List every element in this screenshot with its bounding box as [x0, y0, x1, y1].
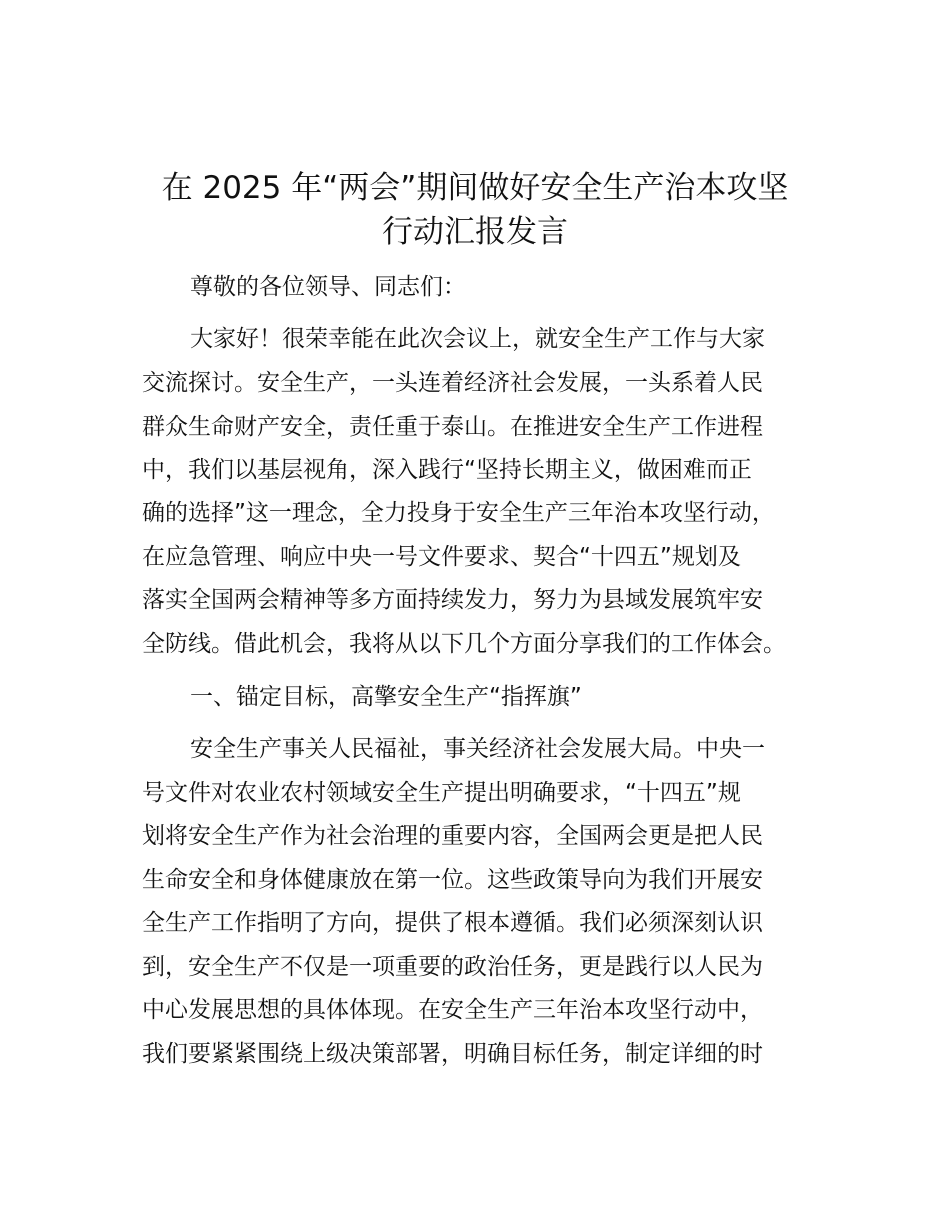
section-1-heading: 一、锚定目标，高擎安全生产“指挥旗”: [190, 684, 582, 710]
paragraph-1-line: 在应急管理、响应中央一号文件要求、契合“十四五”规划及: [142, 544, 741, 570]
paragraph-1-line: 全防线。借此机会，我将从以下几个方面分享我们的工作体会。: [142, 631, 786, 657]
paragraph-2-line: 到，安全生产不仅是一项重要的政治任务，更是践行以人民为: [142, 954, 763, 980]
document-title-line-1: 在 2025 年“两会”期间做好安全生产治本攻坚: [161, 170, 789, 206]
salutation: 尊敬的各位领导、同志们：: [190, 274, 466, 300]
paragraph-2-line: 生命安全和身体健康放在第一位。这些政策导向为我们开展安: [142, 867, 763, 893]
paragraph-2-line: 划将安全生产作为社会治理的重要内容，全国两会更是把人民: [142, 823, 763, 849]
paragraph-1-line: 中，我们以基层视角，深入践行“坚持长期主义，做困难而正: [142, 457, 752, 483]
paragraph-2-line: 中心发展思想的具体体现。在安全生产三年治本攻坚行动中，: [142, 997, 763, 1023]
paragraph-2-line: 安全生产事关人民福祉，事关经济社会发展大局。中央一: [190, 736, 765, 762]
paragraph-2-line: 全生产工作指明了方向，提供了根本遵循。我们必须深刻认识: [142, 910, 763, 936]
document-title-line-2: 行动汇报发言: [382, 214, 568, 250]
paragraph-2-line: 号文件对农业农村领域安全生产提出明确要求，“十四五”规: [142, 780, 741, 806]
paragraph-2-line: 我们要紧紧围绕上级决策部署，明确目标任务，制定详细的时: [142, 1041, 763, 1067]
paragraph-1-line: 交流探讨。安全生产，一头连着经济社会发展，一头系着人民: [142, 370, 763, 396]
paragraph-1-line: 落实全国两会精神等多方面持续发力，努力为县域发展筑牢安: [142, 587, 763, 613]
paragraph-1-line: 大家好！很荣幸能在此次会议上，就安全生产工作与大家: [190, 326, 765, 352]
paragraph-1-line: 确的选择”这一理念，全力投身于安全生产三年治本攻坚行动，: [142, 500, 775, 526]
paragraph-1-line: 群众生命财产安全，责任重于泰山。在推进安全生产工作进程: [142, 414, 763, 440]
